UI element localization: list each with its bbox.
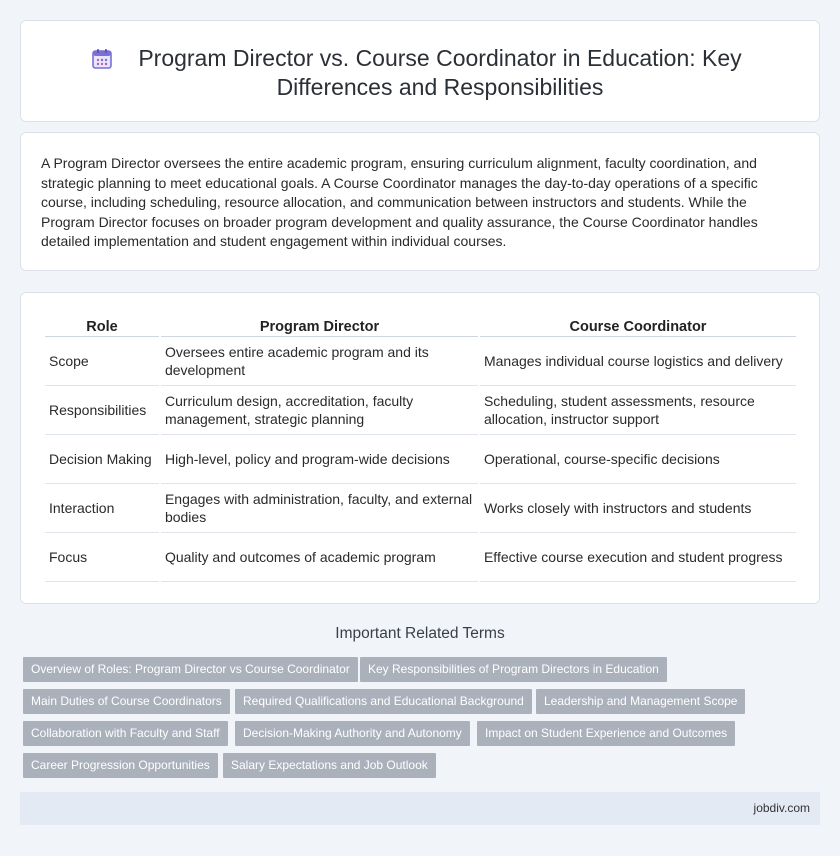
related-term-tag[interactable]: Salary Expectations and Job Outlook (223, 753, 436, 778)
cell-role: Decision Making (45, 435, 159, 484)
table-row (45, 386, 796, 435)
header-program-director: Program Director (161, 315, 478, 337)
cell-program-director: Curriculum design, accreditation, faculty management, strategic planning (161, 386, 478, 435)
cell-course-coordinator: Effective course execution and student progress (480, 533, 796, 582)
intro-paragraph: A Program Director oversees the entire academic program, ensuring curriculum alignment, faculty coordination, and strategic planning to meet educational goals. A Course Coordinator manages the day-to-day operations of a specific course, including scheduling, resource allocation, and communication between instructors and students. While the Program Director focuses on broader program development and quality assurance, the Course Coordinator handles detailed implementation and student engagement within individual courses. (41, 155, 758, 249)
comparison-card (20, 292, 820, 604)
related-term-tag[interactable]: Required Qualifications and Educational Background (235, 689, 532, 714)
header-course-coordinator: Course Coordinator (480, 315, 796, 337)
header-role: Role (45, 315, 159, 337)
cell-program-director: Engages with administration, faculty, and external bodies (161, 484, 478, 533)
cell-role: Scope (45, 337, 159, 386)
related-term-tag[interactable]: Collaboration with Faculty and Staff (23, 721, 228, 746)
comparison-table (43, 315, 798, 582)
cell-course-coordinator: Manages individual course logistics and delivery (480, 337, 796, 386)
table-row (45, 337, 796, 386)
table-row (45, 484, 796, 533)
cell-role: Focus (45, 533, 159, 582)
intro-card (20, 132, 820, 271)
related-term-tag[interactable]: Main Duties of Course Coordinators (23, 689, 230, 714)
cell-course-coordinator: Operational, course-specific decisions (480, 435, 796, 484)
title-card (20, 20, 820, 122)
related-term-tag[interactable]: Overview of Roles: Program Director vs Course Coordinator (23, 657, 358, 682)
related-term-tag[interactable]: Career Progression Opportunities (23, 753, 218, 778)
related-terms-heading: Important Related Terms (335, 625, 505, 642)
cell-program-director: Oversees entire academic program and its development (161, 337, 478, 386)
related-term-tag[interactable]: Leadership and Management Scope (536, 689, 745, 714)
related-term-tag[interactable]: Key Responsibilities of Program Directors in Education (360, 657, 667, 682)
footer-site-link[interactable]: jobdiv.com (753, 801, 810, 815)
cell-program-director: Quality and outcomes of academic program (161, 533, 478, 582)
cell-role: Interaction (45, 484, 159, 533)
table-row (45, 435, 796, 484)
cell-program-director: High-level, policy and program-wide decisions (161, 435, 478, 484)
related-term-tag[interactable]: Impact on Student Experience and Outcomes (477, 721, 735, 746)
cell-role: Responsibilities (45, 386, 159, 435)
page-title: Program Director vs. Course Coordinator in Education: Key Differences and Responsibilities (138, 45, 742, 100)
cell-course-coordinator: Works closely with instructors and students (480, 484, 796, 533)
cell-course-coordinator: Scheduling, student assessments, resource allocation, instructor support (480, 386, 796, 435)
related-term-tag[interactable]: Decision-Making Authority and Autonomy (235, 721, 470, 746)
footer (20, 792, 820, 825)
table-header-row (45, 315, 796, 337)
table-row (45, 533, 796, 582)
